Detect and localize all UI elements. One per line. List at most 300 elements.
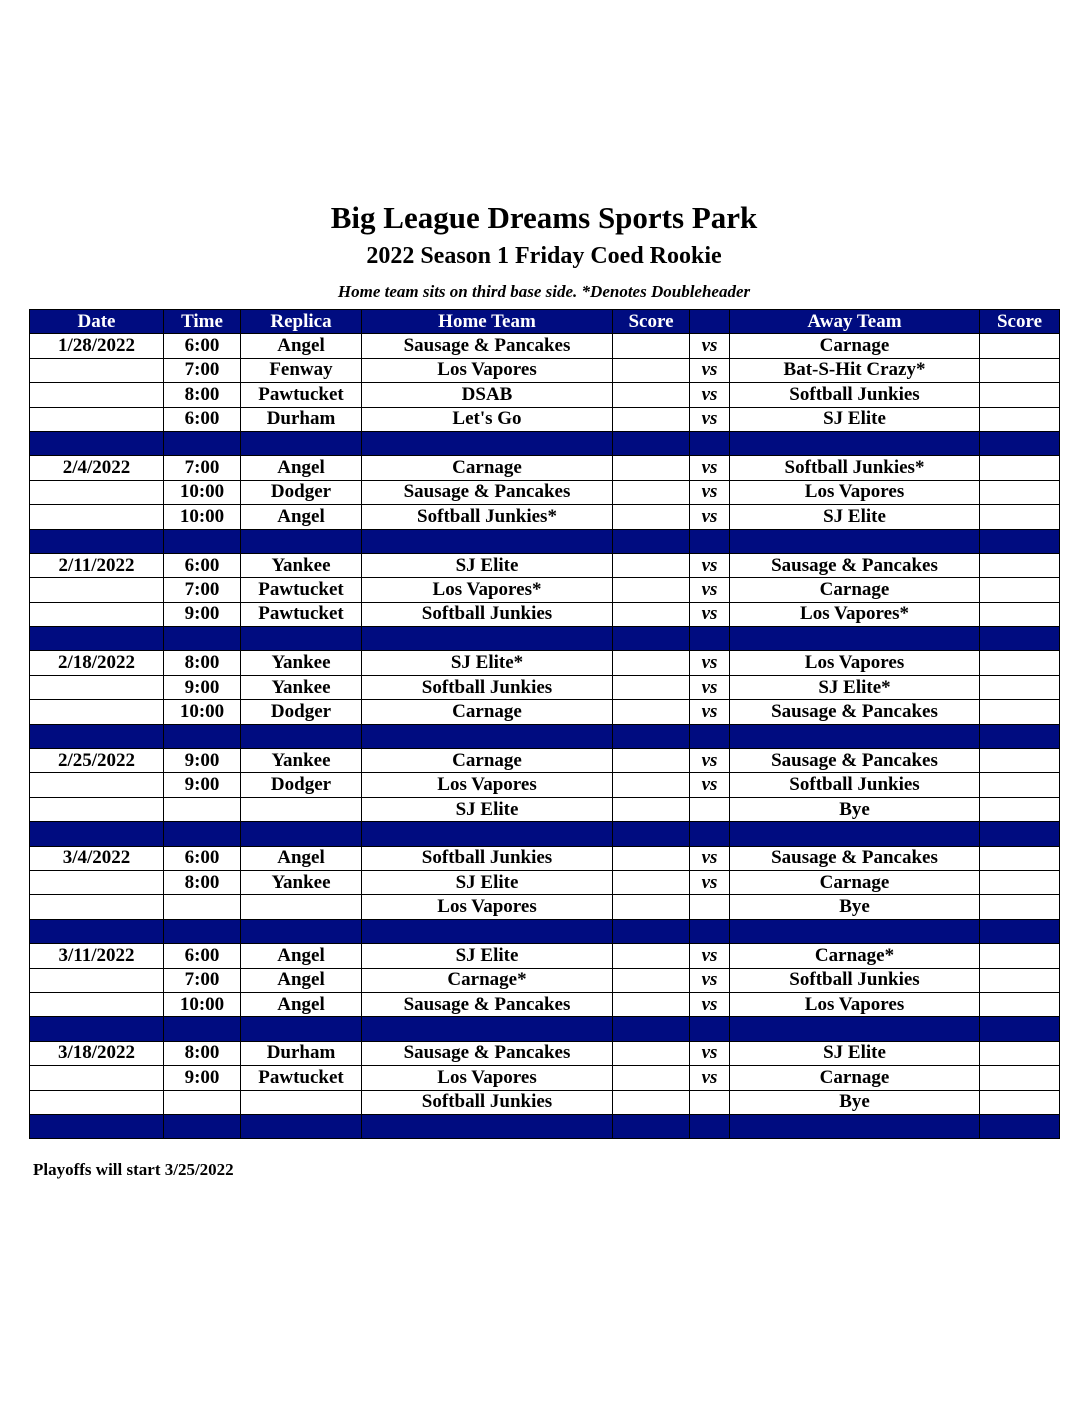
cell-away-score: [980, 578, 1060, 602]
cell-time: 8:00: [164, 383, 241, 407]
cell-date: 1/28/2022: [30, 334, 164, 358]
separator-cell: [980, 1114, 1060, 1138]
cell-away-score: [980, 895, 1060, 919]
separator-cell: [690, 627, 730, 651]
cell-replica: Dodger: [241, 700, 362, 724]
cell-time: 8:00: [164, 651, 241, 675]
cell-time: 6:00: [164, 407, 241, 431]
table-row: [30, 870, 1060, 894]
cell-away-team: Sausage & Pancakes: [730, 846, 980, 870]
cell-home-score: [613, 1066, 690, 1090]
cell-home-score: [613, 553, 690, 577]
separator-cell: [30, 1114, 164, 1138]
separator-cell: [164, 919, 241, 943]
cell-away-team: Los Vapores: [730, 651, 980, 675]
cell-date: [30, 505, 164, 529]
separator-cell: [613, 919, 690, 943]
cell-home-score: [613, 797, 690, 821]
cell-date: 2/18/2022: [30, 651, 164, 675]
cell-home-team: SJ Elite: [362, 870, 613, 894]
table-row: [30, 749, 1060, 773]
table-row: [30, 480, 1060, 504]
cell-date: [30, 797, 164, 821]
separator-cell: [241, 822, 362, 846]
cell-away-score: [980, 358, 1060, 382]
playoffs-note: Playoffs will start 3/25/2022: [33, 1160, 234, 1179]
cell-vs: [690, 1090, 730, 1114]
cell-away-team: Sausage & Pancakes: [730, 749, 980, 773]
cell-time: 7:00: [164, 968, 241, 992]
separator-cell: [613, 529, 690, 553]
cell-away-team: Carnage: [730, 870, 980, 894]
cell-home-score: [613, 895, 690, 919]
table-row: [30, 334, 1060, 358]
cell-away-team: Los Vapores: [730, 992, 980, 1016]
cell-home-team: Los Vapores: [362, 773, 613, 797]
cell-away-score: [980, 992, 1060, 1016]
cell-vs: vs: [690, 700, 730, 724]
cell-date: [30, 407, 164, 431]
cell-away-score: [980, 602, 1060, 626]
col-header-away-team: Away Team: [730, 310, 980, 334]
table-row: [30, 968, 1060, 992]
cell-away-score: [980, 1041, 1060, 1065]
cell-home-team: SJ Elite: [362, 944, 613, 968]
cell-date: 3/18/2022: [30, 1041, 164, 1065]
cell-away-team: Carnage*: [730, 944, 980, 968]
separator-cell: [164, 1017, 241, 1041]
cell-away-team: Bat-S-Hit Crazy*: [730, 358, 980, 382]
cell-date: [30, 602, 164, 626]
table-row: [30, 895, 1060, 919]
cell-vs: vs: [690, 1041, 730, 1065]
cell-away-score: [980, 968, 1060, 992]
separator-cell: [730, 822, 980, 846]
cell-home-score: [613, 749, 690, 773]
cell-away-score: [980, 1066, 1060, 1090]
cell-away-score: [980, 480, 1060, 504]
table-row: [30, 1066, 1060, 1090]
cell-away-team: Softball Junkies: [730, 968, 980, 992]
cell-home-score: [613, 992, 690, 1016]
cell-time: 9:00: [164, 773, 241, 797]
table-row: [30, 578, 1060, 602]
cell-date: [30, 383, 164, 407]
cell-away-score: [980, 383, 1060, 407]
table-row: [30, 456, 1060, 480]
cell-home-score: [613, 602, 690, 626]
cell-home-score: [613, 456, 690, 480]
cell-away-team: Softball Junkies: [730, 383, 980, 407]
separator-cell: [980, 529, 1060, 553]
cell-away-score: [980, 505, 1060, 529]
cell-away-score: [980, 700, 1060, 724]
table-row: [30, 358, 1060, 382]
cell-date: [30, 480, 164, 504]
separator-cell: [730, 919, 980, 943]
cell-away-team: Softball Junkies*: [730, 456, 980, 480]
cell-home-team: Softball Junkies*: [362, 505, 613, 529]
cell-vs: vs: [690, 553, 730, 577]
table-row: [30, 797, 1060, 821]
page-subtitle: 2022 Season 1 Friday Coed Rookie: [366, 243, 722, 269]
cell-time: 10:00: [164, 505, 241, 529]
cell-vs: vs: [690, 1066, 730, 1090]
header-row: [30, 310, 1060, 334]
schedule-note: Home team sits on third base side. *Denotes Doubleheader: [337, 282, 751, 301]
separator-cell: [30, 529, 164, 553]
cell-away-score: [980, 749, 1060, 773]
separator-cell: [362, 822, 613, 846]
cell-home-team: Sausage & Pancakes: [362, 1041, 613, 1065]
cell-away-score: [980, 553, 1060, 577]
separator-row: [30, 919, 1060, 943]
table-row: [30, 700, 1060, 724]
cell-vs: vs: [690, 383, 730, 407]
cell-date: [30, 1066, 164, 1090]
cell-date: [30, 1090, 164, 1114]
cell-away-team: Bye: [730, 1090, 980, 1114]
separator-cell: [690, 724, 730, 748]
cell-replica: Angel: [241, 505, 362, 529]
cell-home-score: [613, 700, 690, 724]
separator-cell: [362, 919, 613, 943]
cell-away-score: [980, 944, 1060, 968]
table-row: [30, 846, 1060, 870]
separator-cell: [730, 1017, 980, 1041]
cell-home-score: [613, 870, 690, 894]
cell-home-team: Carnage*: [362, 968, 613, 992]
cell-home-score: [613, 407, 690, 431]
separator-row: [30, 431, 1060, 455]
table-row: [30, 992, 1060, 1016]
cell-home-team: Los Vapores*: [362, 578, 613, 602]
cell-away-team: SJ Elite: [730, 1041, 980, 1065]
cell-away-team: Bye: [730, 797, 980, 821]
cell-vs: vs: [690, 651, 730, 675]
cell-date: 3/4/2022: [30, 846, 164, 870]
cell-time: 10:00: [164, 700, 241, 724]
cell-away-team: Carnage: [730, 1066, 980, 1090]
cell-replica: Pawtucket: [241, 383, 362, 407]
cell-home-team: Softball Junkies: [362, 602, 613, 626]
separator-cell: [690, 431, 730, 455]
cell-time: 6:00: [164, 334, 241, 358]
separator-cell: [241, 431, 362, 455]
separator-cell: [690, 919, 730, 943]
cell-home-team: SJ Elite: [362, 553, 613, 577]
separator-cell: [980, 822, 1060, 846]
cell-home-score: [613, 944, 690, 968]
cell-away-score: [980, 651, 1060, 675]
cell-replica: Yankee: [241, 870, 362, 894]
separator-cell: [241, 627, 362, 651]
cell-replica: Fenway: [241, 358, 362, 382]
cell-date: [30, 700, 164, 724]
cell-vs: vs: [690, 456, 730, 480]
cell-away-team: Bye: [730, 895, 980, 919]
cell-time: 6:00: [164, 846, 241, 870]
separator-row: [30, 1114, 1060, 1138]
separator-cell: [613, 431, 690, 455]
cell-replica: Angel: [241, 968, 362, 992]
cell-home-score: [613, 578, 690, 602]
separator-cell: [362, 724, 613, 748]
separator-row: [30, 822, 1060, 846]
cell-replica: Pawtucket: [241, 1066, 362, 1090]
separator-cell: [980, 1017, 1060, 1041]
schedule-table: [29, 309, 1060, 1139]
cell-replica: Angel: [241, 456, 362, 480]
cell-time: [164, 1090, 241, 1114]
cell-home-team: Softball Junkies: [362, 675, 613, 699]
separator-cell: [30, 431, 164, 455]
cell-time: 8:00: [164, 1041, 241, 1065]
separator-cell: [30, 822, 164, 846]
cell-date: [30, 968, 164, 992]
col-header-time: Time: [164, 310, 241, 334]
col-header-date: Date: [30, 310, 164, 334]
cell-time: 7:00: [164, 578, 241, 602]
separator-cell: [30, 919, 164, 943]
cell-replica: Pawtucket: [241, 578, 362, 602]
cell-replica: [241, 1090, 362, 1114]
cell-replica: Yankee: [241, 651, 362, 675]
cell-home-score: [613, 358, 690, 382]
cell-vs: vs: [690, 480, 730, 504]
cell-home-team: DSAB: [362, 383, 613, 407]
cell-time: 9:00: [164, 602, 241, 626]
cell-replica: Angel: [241, 846, 362, 870]
cell-away-score: [980, 846, 1060, 870]
cell-date: [30, 675, 164, 699]
cell-vs: vs: [690, 407, 730, 431]
cell-date: 2/11/2022: [30, 553, 164, 577]
separator-cell: [690, 822, 730, 846]
cell-vs: vs: [690, 505, 730, 529]
separator-cell: [362, 1114, 613, 1138]
separator-cell: [164, 627, 241, 651]
cell-away-team: Los Vapores*: [730, 602, 980, 626]
cell-home-team: Los Vapores: [362, 895, 613, 919]
cell-away-team: Los Vapores: [730, 480, 980, 504]
col-header-away-score: Score: [980, 310, 1060, 334]
cell-away-team: Sausage & Pancakes: [730, 553, 980, 577]
separator-cell: [164, 1114, 241, 1138]
table-row: [30, 651, 1060, 675]
cell-replica: Angel: [241, 944, 362, 968]
cell-time: 7:00: [164, 456, 241, 480]
separator-cell: [613, 1017, 690, 1041]
cell-time: 9:00: [164, 675, 241, 699]
cell-vs: vs: [690, 944, 730, 968]
cell-home-score: [613, 480, 690, 504]
cell-time: 6:00: [164, 944, 241, 968]
cell-away-score: [980, 797, 1060, 821]
page-title: Big League Dreams Sports Park: [330, 200, 758, 235]
cell-home-score: [613, 651, 690, 675]
separator-cell: [980, 724, 1060, 748]
separator-cell: [164, 822, 241, 846]
cell-home-score: [613, 675, 690, 699]
col-header-home-score: Score: [613, 310, 690, 334]
cell-home-score: [613, 1090, 690, 1114]
cell-vs: [690, 895, 730, 919]
cell-date: 2/25/2022: [30, 749, 164, 773]
table-row: [30, 1041, 1060, 1065]
separator-cell: [362, 431, 613, 455]
cell-away-team: Softball Junkies: [730, 773, 980, 797]
cell-vs: vs: [690, 846, 730, 870]
separator-cell: [30, 627, 164, 651]
cell-time: 9:00: [164, 749, 241, 773]
cell-date: [30, 992, 164, 1016]
cell-vs: vs: [690, 578, 730, 602]
separator-cell: [613, 724, 690, 748]
table-row: [30, 773, 1060, 797]
cell-vs: vs: [690, 773, 730, 797]
cell-away-team: SJ Elite: [730, 407, 980, 431]
table-row: [30, 383, 1060, 407]
cell-away-score: [980, 773, 1060, 797]
cell-date: [30, 358, 164, 382]
cell-replica: Angel: [241, 992, 362, 1016]
cell-date: 2/4/2022: [30, 456, 164, 480]
cell-away-team: Carnage: [730, 578, 980, 602]
cell-time: 9:00: [164, 1066, 241, 1090]
cell-vs: vs: [690, 968, 730, 992]
separator-cell: [164, 724, 241, 748]
separator-cell: [690, 1017, 730, 1041]
cell-away-score: [980, 407, 1060, 431]
cell-replica: [241, 895, 362, 919]
separator-cell: [730, 431, 980, 455]
table-row: [30, 1090, 1060, 1114]
col-header-home-team: Home Team: [362, 310, 613, 334]
cell-vs: [690, 797, 730, 821]
cell-vs: vs: [690, 870, 730, 894]
cell-home-team: Sausage & Pancakes: [362, 334, 613, 358]
cell-date: [30, 895, 164, 919]
separator-cell: [30, 724, 164, 748]
cell-vs: vs: [690, 602, 730, 626]
cell-away-score: [980, 675, 1060, 699]
separator-cell: [241, 1017, 362, 1041]
separator-cell: [164, 431, 241, 455]
cell-away-score: [980, 870, 1060, 894]
separator-row: [30, 627, 1060, 651]
cell-home-score: [613, 505, 690, 529]
cell-replica: Yankee: [241, 675, 362, 699]
cell-home-team: Carnage: [362, 749, 613, 773]
cell-home-score: [613, 334, 690, 358]
table-row: [30, 944, 1060, 968]
table-row: [30, 602, 1060, 626]
cell-home-team: Sausage & Pancakes: [362, 480, 613, 504]
separator-cell: [613, 627, 690, 651]
table-row: [30, 407, 1060, 431]
cell-time: 10:00: [164, 480, 241, 504]
col-header-vs: [690, 310, 730, 334]
cell-home-score: [613, 968, 690, 992]
separator-cell: [980, 919, 1060, 943]
cell-replica: Durham: [241, 407, 362, 431]
separator-cell: [362, 529, 613, 553]
cell-time: 6:00: [164, 553, 241, 577]
cell-home-team: Carnage: [362, 456, 613, 480]
separator-cell: [690, 1114, 730, 1138]
table-row: [30, 675, 1060, 699]
col-header-replica: Replica: [241, 310, 362, 334]
cell-away-team: SJ Elite*: [730, 675, 980, 699]
cell-replica: Durham: [241, 1041, 362, 1065]
cell-vs: vs: [690, 358, 730, 382]
cell-replica: Dodger: [241, 773, 362, 797]
schedule-body: [30, 334, 1060, 1139]
separator-cell: [690, 529, 730, 553]
cell-away-team: Carnage: [730, 334, 980, 358]
cell-home-team: Los Vapores: [362, 1066, 613, 1090]
separator-cell: [730, 1114, 980, 1138]
cell-home-team: SJ Elite: [362, 797, 613, 821]
cell-date: [30, 870, 164, 894]
cell-home-team: SJ Elite*: [362, 651, 613, 675]
separator-cell: [362, 1017, 613, 1041]
cell-home-team: Sausage & Pancakes: [362, 992, 613, 1016]
cell-home-team: Let's Go: [362, 407, 613, 431]
cell-away-score: [980, 334, 1060, 358]
cell-replica: Dodger: [241, 480, 362, 504]
cell-vs: vs: [690, 675, 730, 699]
separator-cell: [730, 724, 980, 748]
cell-home-score: [613, 846, 690, 870]
separator-row: [30, 724, 1060, 748]
separator-cell: [730, 529, 980, 553]
cell-replica: Yankee: [241, 749, 362, 773]
cell-time: [164, 895, 241, 919]
separator-cell: [241, 1114, 362, 1138]
cell-home-team: Softball Junkies: [362, 846, 613, 870]
separator-cell: [241, 919, 362, 943]
separator-cell: [362, 627, 613, 651]
cell-replica: Pawtucket: [241, 602, 362, 626]
cell-home-score: [613, 773, 690, 797]
cell-away-score: [980, 1090, 1060, 1114]
cell-replica: Yankee: [241, 553, 362, 577]
cell-date: 3/11/2022: [30, 944, 164, 968]
cell-replica: Angel: [241, 334, 362, 358]
cell-time: 8:00: [164, 870, 241, 894]
cell-home-score: [613, 383, 690, 407]
separator-row: [30, 1017, 1060, 1041]
cell-time: 10:00: [164, 992, 241, 1016]
separator-cell: [613, 822, 690, 846]
cell-home-score: [613, 1041, 690, 1065]
separator-cell: [30, 1017, 164, 1041]
cell-time: [164, 797, 241, 821]
cell-replica: [241, 797, 362, 821]
cell-date: [30, 773, 164, 797]
cell-vs: vs: [690, 992, 730, 1016]
cell-away-team: Sausage & Pancakes: [730, 700, 980, 724]
cell-vs: vs: [690, 334, 730, 358]
cell-vs: vs: [690, 749, 730, 773]
cell-away-team: SJ Elite: [730, 505, 980, 529]
separator-cell: [613, 1114, 690, 1138]
table-row: [30, 505, 1060, 529]
separator-cell: [241, 529, 362, 553]
separator-cell: [980, 431, 1060, 455]
